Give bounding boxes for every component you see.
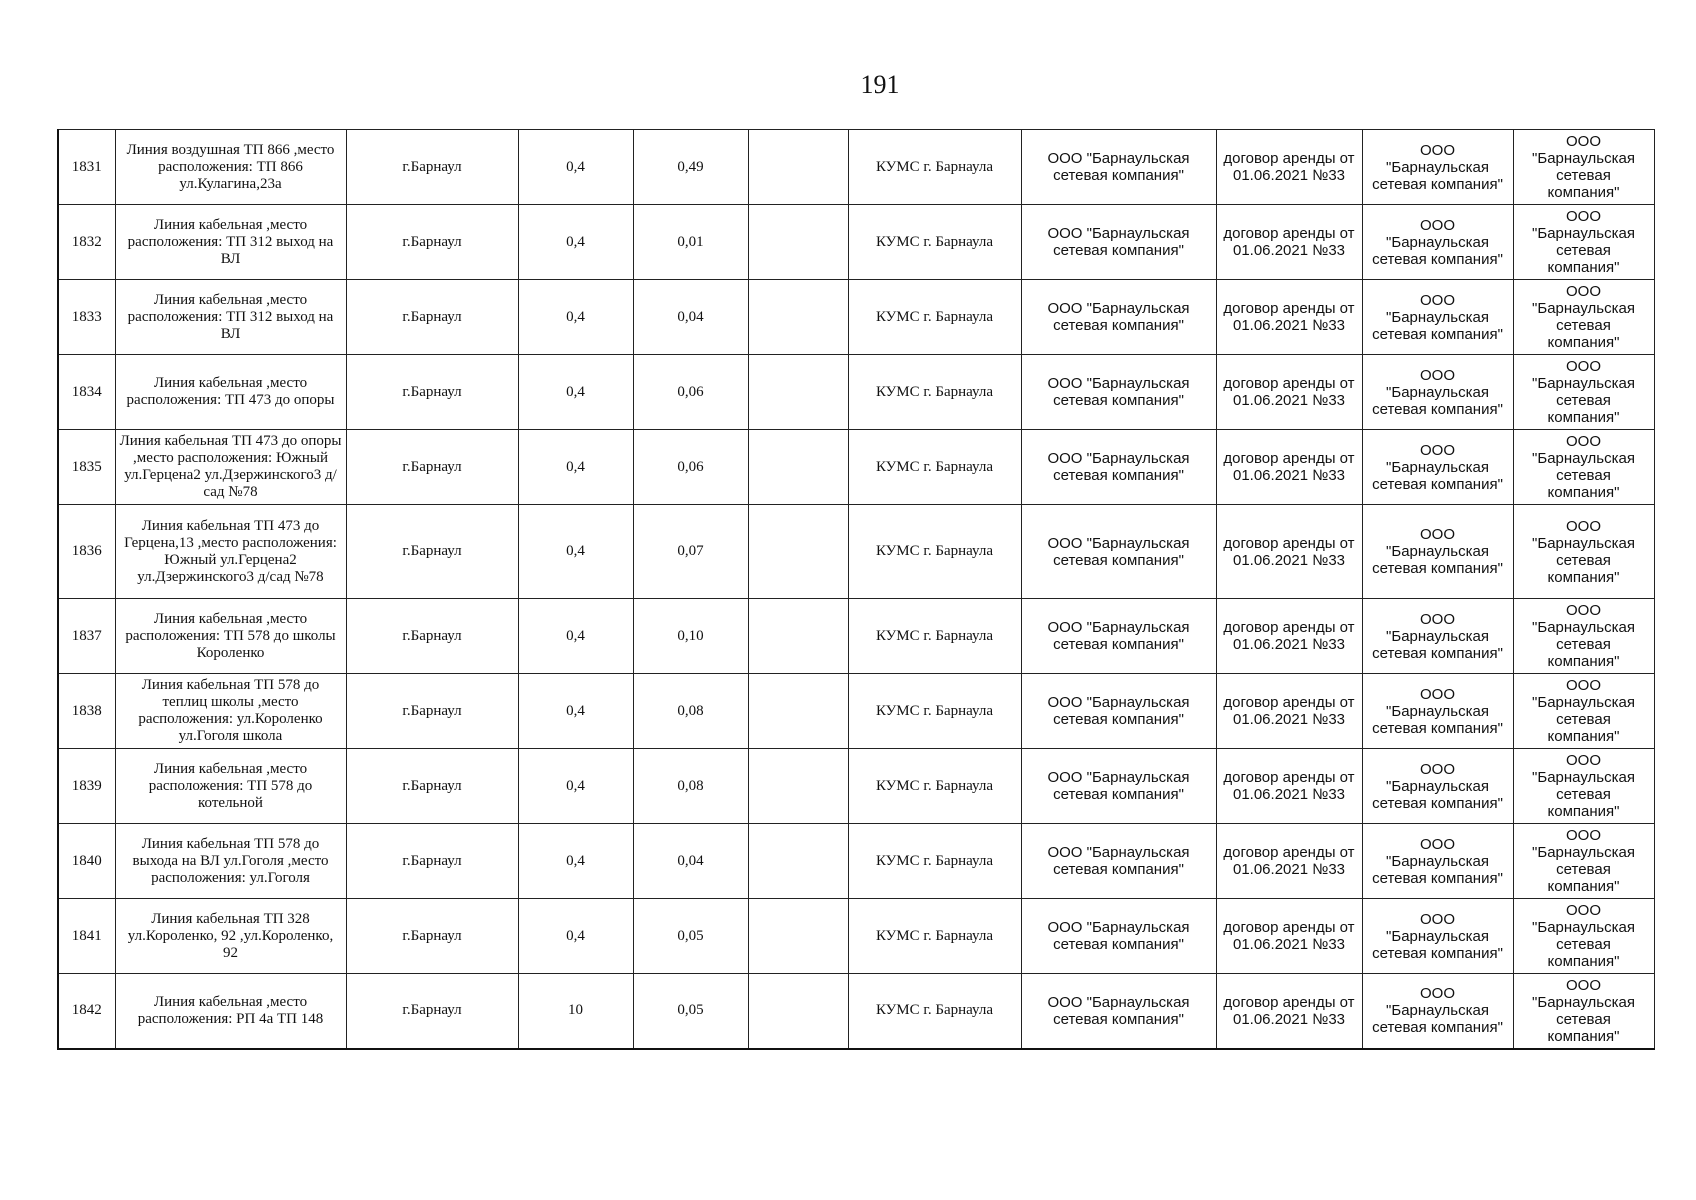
owner-cell-text: КУМС г. Барнаула: [875, 308, 994, 325]
object-name-cell-text: Линия кабельная ,место расположения: ТП 578 до котельной: [148, 760, 313, 811]
row-number-cell-text: 1838: [71, 702, 102, 719]
holder-cell-text: ООО "Барнаульская сетевая компания": [1047, 993, 1190, 1028]
city-cell: [346, 205, 518, 280]
organization-cell: [1513, 674, 1654, 749]
empty-cell: [748, 505, 848, 599]
object-name-cell-text: Линия кабельная ТП 473 до Герцена,13 ,место расположения: Южный ул.Герцена2 ул.Дзержинского3 д/сад №78: [124, 517, 337, 585]
holder-cell: [1021, 599, 1216, 674]
holder-cell-text: ООО "Барнаульская сетевая компания": [1047, 619, 1190, 653]
object-name-cell: [115, 430, 346, 505]
contract-cell-text: договор аренды от 01.06.2021 №33: [1223, 919, 1355, 953]
object-name-cell: [115, 205, 346, 280]
city-cell-text: г.Барнаул: [402, 1002, 462, 1019]
empty-cell: [748, 130, 848, 205]
object-name-cell: [115, 599, 346, 674]
object-name-cell: [115, 749, 346, 824]
row-number-cell-text: 1841: [71, 927, 102, 944]
length-cell: [633, 505, 748, 599]
voltage-cell: [518, 430, 633, 505]
length-cell-text: 0,05: [677, 927, 704, 944]
holder-cell: [1021, 355, 1216, 430]
city-cell-text: г.Барнаул: [402, 627, 462, 644]
city-cell: [346, 824, 518, 899]
operator-cell-text: ООО "Барнаульская сетевая компания": [1372, 910, 1503, 962]
city-cell: [346, 505, 518, 599]
organization-cell-text: ООО "Барнаульская сетевая компания": [1532, 827, 1635, 895]
operator-cell: [1362, 355, 1513, 430]
contract-cell-text: договор аренды от 01.06.2021 №33: [1223, 300, 1355, 334]
table-row: [58, 205, 1654, 280]
owner-cell: [848, 899, 1021, 974]
owner-cell-text: КУМС г. Барнаула: [875, 627, 994, 644]
empty-cell: [748, 430, 848, 505]
operator-cell: [1362, 280, 1513, 355]
city-cell: [346, 674, 518, 749]
table-body: [58, 130, 1654, 1049]
row-number-cell-text: 1835: [71, 458, 102, 475]
row-number-cell-text: 1837: [71, 627, 102, 644]
empty-cell: [748, 205, 848, 280]
organization-cell: [1513, 899, 1654, 974]
holder-cell-text: ООО "Барнаульская сетевая компания": [1047, 694, 1190, 728]
holder-cell: [1021, 674, 1216, 749]
row-number-cell: [58, 430, 115, 505]
table-row: [58, 430, 1654, 505]
contract-cell: [1216, 599, 1362, 674]
table-row: [58, 280, 1654, 355]
voltage-cell: [518, 824, 633, 899]
owner-cell: [848, 974, 1021, 1049]
empty-cell: [748, 749, 848, 824]
holder-cell-text: ООО "Барнаульская сетевая компания": [1047, 769, 1190, 803]
owner-cell-text: КУМС г. Барнаула: [875, 852, 994, 869]
contract-cell-text: договор аренды от 01.06.2021 №33: [1223, 993, 1355, 1028]
contract-cell-text: договор аренды от 01.06.2021 №33: [1223, 225, 1355, 259]
table-row: [58, 899, 1654, 974]
organization-cell-text: ООО "Барнаульская сетевая компания": [1532, 976, 1635, 1045]
length-cell-text: 0,07: [677, 543, 704, 559]
contract-cell: [1216, 674, 1362, 749]
holder-cell-text: ООО "Барнаульская сетевая компания": [1047, 225, 1190, 259]
object-name-cell: [115, 355, 346, 430]
row-number-cell-text: 1836: [71, 543, 102, 559]
object-name-cell: [115, 974, 346, 1049]
organization-cell: [1513, 974, 1654, 1049]
object-name-cell-text: Линия воздушная ТП 866 ,место расположения: ТП 866 ул.Кулагина,23а: [126, 141, 335, 192]
row-number-cell-text: 1839: [71, 777, 102, 794]
organization-cell: [1513, 280, 1654, 355]
city-cell-text: г.Барнаул: [402, 927, 462, 944]
voltage-cell: [518, 674, 633, 749]
owner-cell-text: КУМС г. Барнаула: [875, 233, 994, 250]
contract-cell-text: договор аренды от 01.06.2021 №33: [1223, 769, 1355, 803]
object-name-cell: [115, 130, 346, 205]
length-cell-text: 0,08: [677, 777, 704, 794]
row-number-cell-text: 1832: [71, 233, 102, 250]
holder-cell: [1021, 974, 1216, 1049]
object-name-cell-text: Линия кабельная ТП 578 до теплиц школы ,место расположения: ул.Короленко ул.Гоголя школа: [138, 677, 323, 744]
contract-cell: [1216, 749, 1362, 824]
contract-cell: [1216, 130, 1362, 205]
table-row: [58, 674, 1654, 749]
length-cell-text: 0,04: [677, 852, 704, 869]
organization-cell-text: ООО "Барнаульская сетевая компания": [1532, 602, 1635, 670]
voltage-cell: [518, 749, 633, 824]
length-cell: [633, 599, 748, 674]
operator-cell-text: ООО "Барнаульская сетевая компания": [1372, 760, 1503, 812]
owner-cell: [848, 749, 1021, 824]
holder-cell-text: ООО "Барнаульская сетевая компания": [1047, 534, 1190, 569]
length-cell: [633, 749, 748, 824]
contract-cell-text: договор аренды от 01.06.2021 №33: [1223, 150, 1355, 184]
holder-cell: [1021, 505, 1216, 599]
length-cell: [633, 430, 748, 505]
owner-cell-text: КУМС г. Барнаула: [875, 777, 994, 794]
city-cell: [346, 430, 518, 505]
length-cell: [633, 974, 748, 1049]
length-cell: [633, 824, 748, 899]
owner-cell: [848, 505, 1021, 599]
object-name-cell-text: Линия кабельная ,место расположения: РП 4а ТП 148: [137, 993, 324, 1027]
empty-cell: [748, 355, 848, 430]
row-number-cell-text: 1834: [71, 383, 102, 400]
operator-cell: [1362, 674, 1513, 749]
voltage-cell-text: 0,4: [566, 458, 585, 475]
row-number-cell: [58, 130, 115, 205]
operator-cell: [1362, 824, 1513, 899]
object-name-cell-text: Линия кабельная ТП 328 ул.Короленко, 92 ,ул.Короленко, 92: [127, 910, 334, 961]
contract-cell: [1216, 205, 1362, 280]
row-number-cell: [58, 899, 115, 974]
object-name-cell-text: Линия кабельная ТП 578 до выхода на ВЛ ул.Гоголя ,место расположения: ул.Гоголя: [132, 835, 329, 886]
operator-cell-text: ООО "Барнаульская сетевая компания": [1372, 685, 1503, 737]
organization-cell-text: ООО "Барнаульская сетевая компания": [1532, 677, 1635, 745]
table-row: [58, 130, 1654, 205]
object-name-cell-text: Линия кабельная ,место расположения: ТП 312 выход на ВЛ: [127, 216, 334, 267]
length-cell-text: 0,10: [677, 627, 704, 644]
length-cell-text: 0,01: [677, 233, 704, 250]
city-cell-text: г.Барнаул: [402, 543, 462, 559]
holder-cell: [1021, 130, 1216, 205]
object-name-cell-text: Линия кабельная ТП 473 до опоры ,место расположения: Южный ул.Герцена2 ул.Дзержинского3 д/сад №78: [119, 433, 342, 500]
contract-cell-text: договор аренды от 01.06.2021 №33: [1223, 450, 1355, 484]
owner-cell-text: КУМС г. Барнаула: [875, 158, 994, 175]
voltage-cell: [518, 974, 633, 1049]
table-row: [58, 749, 1654, 824]
row-number-cell: [58, 824, 115, 899]
holder-cell: [1021, 749, 1216, 824]
row-number-cell-text: 1842: [71, 1002, 102, 1019]
owner-cell: [848, 674, 1021, 749]
holder-cell: [1021, 824, 1216, 899]
city-cell: [346, 130, 518, 205]
organization-cell: [1513, 130, 1654, 205]
voltage-cell: [518, 205, 633, 280]
operator-cell-text: ООО "Барнаульская сетевая компания": [1372, 441, 1503, 493]
voltage-cell-text: 0,4: [566, 543, 585, 559]
object-name-cell: [115, 899, 346, 974]
voltage-cell-text: 0,4: [566, 383, 585, 400]
operator-cell-text: ООО "Барнаульская сетевая компания": [1372, 141, 1503, 193]
organization-cell-text: ООО "Барнаульская сетевая компания": [1532, 133, 1635, 201]
city-cell-text: г.Барнаул: [402, 383, 462, 400]
contract-cell: [1216, 824, 1362, 899]
owner-cell-text: КУМС г. Барнаула: [875, 458, 994, 475]
voltage-cell-text: 0,4: [566, 852, 585, 869]
contract-cell-text: договор аренды от 01.06.2021 №33: [1223, 619, 1355, 653]
row-number-cell: [58, 599, 115, 674]
row-number-cell-text: 1840: [71, 852, 102, 869]
empty-cell: [748, 899, 848, 974]
registry-table: [57, 129, 1655, 1050]
organization-cell: [1513, 355, 1654, 430]
owner-cell-text: КУМС г. Барнаула: [875, 543, 994, 559]
voltage-cell-text: 10: [568, 1002, 583, 1019]
organization-cell: [1513, 749, 1654, 824]
operator-cell-text: ООО "Барнаульская сетевая компания": [1372, 985, 1503, 1037]
operator-cell: [1362, 899, 1513, 974]
city-cell-text: г.Барнаул: [402, 777, 462, 794]
owner-cell: [848, 599, 1021, 674]
object-name-cell: [115, 824, 346, 899]
operator-cell: [1362, 974, 1513, 1049]
organization-cell-text: ООО "Барнаульская сетевая компания": [1532, 752, 1635, 820]
empty-cell: [748, 280, 848, 355]
object-name-cell: [115, 674, 346, 749]
organization-cell: [1513, 824, 1654, 899]
voltage-cell-text: 0,4: [566, 702, 585, 719]
object-name-cell-text: Линия кабельная ,место расположения: ТП 473 до опоры: [126, 375, 335, 408]
operator-cell: [1362, 599, 1513, 674]
empty-cell: [748, 674, 848, 749]
operator-cell: [1362, 205, 1513, 280]
table-row: [58, 355, 1654, 430]
owner-cell: [848, 824, 1021, 899]
holder-cell: [1021, 899, 1216, 974]
voltage-cell: [518, 280, 633, 355]
operator-cell-text: ООО "Барнаульская сетевая компания": [1372, 366, 1503, 418]
length-cell: [633, 280, 748, 355]
length-cell-text: 0,05: [677, 1002, 704, 1019]
owner-cell: [848, 130, 1021, 205]
city-cell: [346, 899, 518, 974]
length-cell-text: 0,08: [677, 702, 704, 719]
length-cell: [633, 355, 748, 430]
table-row: [58, 505, 1654, 599]
object-name-cell: [115, 505, 346, 599]
city-cell-text: г.Барнаул: [402, 702, 462, 719]
object-name-cell: [115, 280, 346, 355]
city-cell-text: г.Барнаул: [402, 158, 462, 175]
owner-cell: [848, 355, 1021, 430]
city-cell: [346, 280, 518, 355]
voltage-cell-text: 0,4: [566, 233, 585, 250]
city-cell: [346, 599, 518, 674]
voltage-cell-text: 0,4: [566, 627, 585, 644]
voltage-cell-text: 0,4: [566, 158, 585, 175]
empty-cell: [748, 599, 848, 674]
empty-cell: [748, 824, 848, 899]
row-number-cell: [58, 674, 115, 749]
contract-cell: [1216, 430, 1362, 505]
operator-cell-text: ООО "Барнаульская сетевая компания": [1372, 835, 1503, 887]
holder-cell-text: ООО "Барнаульская сетевая компания": [1047, 919, 1190, 953]
organization-cell-text: ООО "Барнаульская сетевая компания": [1532, 358, 1635, 426]
owner-cell-text: КУМС г. Барнаула: [875, 702, 994, 719]
operator-cell: [1362, 749, 1513, 824]
holder-cell-text: ООО "Барнаульская сетевая компания": [1047, 150, 1190, 184]
voltage-cell: [518, 505, 633, 599]
row-number-cell: [58, 280, 115, 355]
organization-cell: [1513, 599, 1654, 674]
length-cell-text: 0,04: [677, 308, 704, 325]
holder-cell: [1021, 430, 1216, 505]
contract-cell: [1216, 355, 1362, 430]
voltage-cell: [518, 355, 633, 430]
organization-cell-text: ООО "Барнаульская сетевая компания": [1532, 283, 1635, 351]
row-number-cell: [58, 749, 115, 824]
table-row: [58, 599, 1654, 674]
organization-cell-text: ООО "Барнаульская сетевая компания": [1532, 433, 1635, 501]
contract-cell: [1216, 280, 1362, 355]
contract-cell: [1216, 505, 1362, 599]
contract-cell: [1216, 974, 1362, 1049]
row-number-cell: [58, 355, 115, 430]
organization-cell-text: ООО "Барнаульская сетевая компания": [1532, 517, 1635, 586]
operator-cell: [1362, 430, 1513, 505]
holder-cell-text: ООО "Барнаульская сетевая компания": [1047, 300, 1190, 334]
row-number-cell-text: 1833: [71, 308, 102, 325]
contract-cell-text: договор аренды от 01.06.2021 №33: [1223, 375, 1355, 409]
row-number-cell: [58, 205, 115, 280]
length-cell: [633, 899, 748, 974]
voltage-cell-text: 0,4: [566, 777, 585, 794]
city-cell-text: г.Барнаул: [402, 233, 462, 250]
owner-cell-text: КУМС г. Барнаула: [875, 1002, 994, 1019]
organization-cell-text: ООО "Барнаульская сетевая компания": [1532, 902, 1635, 970]
voltage-cell: [518, 899, 633, 974]
row-number-cell-text: 1831: [71, 158, 102, 175]
table-row: [58, 824, 1654, 899]
organization-cell: [1513, 205, 1654, 280]
city-cell-text: г.Барнаул: [402, 458, 462, 475]
city-cell-text: г.Барнаул: [402, 852, 462, 869]
page-number: 191: [860, 70, 900, 99]
city-cell-text: г.Барнаул: [402, 308, 462, 325]
length-cell: [633, 674, 748, 749]
operator-cell: [1362, 505, 1513, 599]
voltage-cell: [518, 599, 633, 674]
holder-cell-text: ООО "Барнаульская сетевая компания": [1047, 844, 1190, 878]
contract-cell: [1216, 899, 1362, 974]
operator-cell-text: ООО "Барнаульская сетевая компания": [1372, 216, 1503, 268]
voltage-cell-text: 0,4: [566, 308, 585, 325]
length-cell-text: 0,06: [677, 383, 704, 400]
contract-cell-text: договор аренды от 01.06.2021 №33: [1223, 844, 1355, 878]
owner-cell-text: КУМС г. Барнаула: [875, 383, 994, 400]
city-cell: [346, 355, 518, 430]
row-number-cell: [58, 505, 115, 599]
city-cell: [346, 974, 518, 1049]
length-cell: [633, 205, 748, 280]
length-cell: [633, 130, 748, 205]
operator-cell-text: ООО "Барнаульская сетевая компания": [1372, 610, 1503, 662]
organization-cell-text: ООО "Барнаульская сетевая компания": [1532, 208, 1635, 276]
length-cell-text: 0,49: [677, 158, 704, 175]
holder-cell-text: ООО "Барнаульская сетевая компания": [1047, 375, 1190, 409]
operator-cell-text: ООО "Барнаульская сетевая компания": [1372, 291, 1503, 343]
operator-cell-text: ООО "Барнаульская сетевая компания": [1372, 526, 1503, 577]
owner-cell: [848, 430, 1021, 505]
organization-cell: [1513, 505, 1654, 599]
holder-cell-text: ООО "Барнаульская сетевая компания": [1047, 450, 1190, 484]
voltage-cell: [518, 130, 633, 205]
object-name-cell-text: Линия кабельная ,место расположения: ТП 578 до школы Короленко: [125, 610, 336, 661]
holder-cell: [1021, 205, 1216, 280]
holder-cell: [1021, 280, 1216, 355]
operator-cell: [1362, 130, 1513, 205]
owner-cell: [848, 205, 1021, 280]
owner-cell: [848, 280, 1021, 355]
city-cell: [346, 749, 518, 824]
voltage-cell-text: 0,4: [566, 927, 585, 944]
contract-cell-text: договор аренды от 01.06.2021 №33: [1223, 534, 1355, 569]
object-name-cell-text: Линия кабельная ,место расположения: ТП 312 выход на ВЛ: [127, 291, 334, 342]
empty-cell: [748, 974, 848, 1049]
organization-cell: [1513, 430, 1654, 505]
row-number-cell: [58, 974, 115, 1049]
table-row: [58, 974, 1654, 1049]
owner-cell-text: КУМС г. Барнаула: [875, 927, 994, 944]
length-cell-text: 0,06: [677, 458, 704, 475]
contract-cell-text: договор аренды от 01.06.2021 №33: [1223, 694, 1355, 728]
